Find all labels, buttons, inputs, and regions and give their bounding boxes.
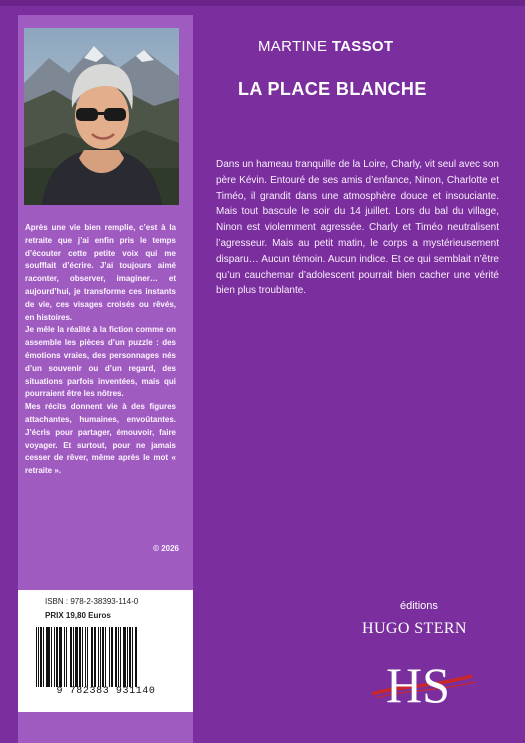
publisher-logo [372,650,482,717]
copyright: © 2026 [153,544,179,553]
panel-bottom [18,712,193,743]
price: PRIX 19,80 Euros [45,611,111,620]
book-title: LA PLACE BLANCHE [238,79,427,99]
isbn: ISBN : 978-2-38393-114-0 [45,597,139,606]
author-photo [24,28,179,205]
author-biography [25,222,176,478]
publisher-logo-text: HS [386,657,450,712]
top-edge [0,0,525,6]
barcode-bar [137,627,138,687]
publisher-prefix: éditions [400,600,438,612]
barcode-digits: 9 782383 931140 [56,686,156,697]
barcode [36,627,176,687]
bio-paragraph: Après une vie bien remplie, c’est à la retraite que j’ai enfin pris le temps d’écouter cette petite voix qui me soufflait d’écrire. J’ai toujours aimé raconter, observer, imaginer… et aujourd’hui, je transforme ces instants de vie, ces visages croisés ou rêvés, en histoires. [25,223,176,322]
author-last-name: TASSOT [331,38,394,55]
publisher-name: HUGO STERN [362,620,467,637]
bio-paragraph: Mes récits donnent vie à des figures attachantes, humaines, envoûtantes. J’écris pour partager, émouvoir, faire voyager. Et surtout, pour ne jamais cesser de rêver, même après le mot « retraite ». [25,402,176,476]
synopsis: Dans un hameau tranquille de la Loire, Charly, vit seul avec son père Kévin. Entouré de ses amis d’enfance, Ninon, Charlotte et Timéo, il grandit dans une atmosphère douce et insouciante. Mais tout bascule le soir du 14 juillet. Lors du bal du village, Ninon est violemment agressée. Charly et Timéo neutralisent l’agresseur. Mais au petit matin, le corps a mystérieusement disparu… Aucun témoin. Aucun indice. Et ce qui semblait n’être qu’un cauchemar d’adolescent pourrait bien cacher une vérité bien plus troublante. [216,159,499,297]
author-name [258,38,393,55]
bio-paragraph: Je mêle la réalité à la fiction comme on assemble les pièces d’un puzzle : des émotions vraies, des personnages nés d’un souvenir ou d’un regard, des situations parfois inventées, mais qui pourraient être les nôtres. [25,325,176,399]
author-first-name: MARTINE [258,38,328,55]
